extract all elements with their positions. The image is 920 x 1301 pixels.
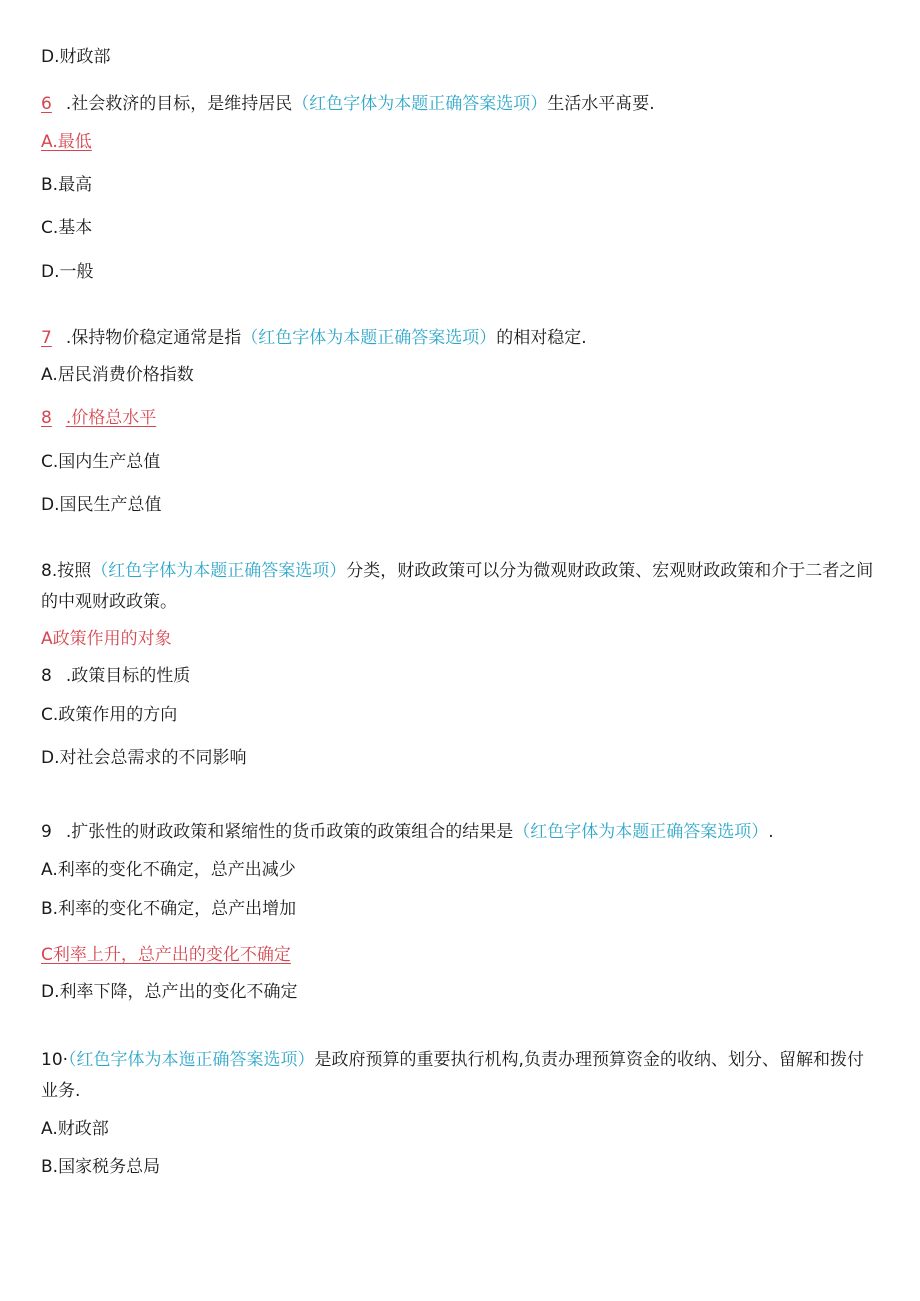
q6-number: 6 bbox=[41, 94, 52, 114]
q10-option-a: A.财政部 bbox=[41, 1119, 109, 1139]
q7-option-c: C.国内生产总值 bbox=[41, 452, 161, 472]
q8-stem bbox=[41, 556, 877, 618]
q8-option-b-number: 8 bbox=[41, 666, 52, 686]
q9-stem bbox=[41, 819, 774, 846]
q6-option-c: C.基本 bbox=[41, 218, 93, 238]
q8-option-b bbox=[41, 663, 190, 690]
q8-option-a-correct: A政策作用的对象 bbox=[41, 629, 172, 649]
q7-stem-before: .保持物价稳定通常是指 bbox=[65, 328, 242, 348]
q7-option-b-number: 8 bbox=[41, 408, 52, 428]
q9-answer-blank: （红色字体为本题正确答案选项） bbox=[513, 822, 769, 842]
q7-option-b-text: .价格总水平 bbox=[65, 408, 157, 428]
q7-stem bbox=[41, 325, 587, 352]
q9-stem-before: .扩张性的财政政策和紧缩性的货币政策的政策组合的结果是 bbox=[65, 822, 514, 842]
q9-option-b: B.利率的变化不确定，总产出增加 bbox=[41, 899, 297, 919]
q10-stem-before: 10· bbox=[41, 1050, 69, 1070]
q6-option-b: B.最高 bbox=[41, 175, 93, 195]
q5-option-d: D.财政部 bbox=[41, 47, 111, 67]
q7-option-a: A.居民消费价格指数 bbox=[41, 365, 194, 385]
q7-stem-after: 的相对稳定. bbox=[496, 328, 587, 348]
q8-option-d: D.对社会总需求的不同影响 bbox=[41, 748, 247, 768]
q6-option-d: D.一般 bbox=[41, 262, 94, 282]
q6-stem bbox=[41, 91, 655, 118]
q7-answer-blank: （红色字体为本题正确答案选项） bbox=[241, 328, 497, 348]
q8-answer-blank: （红色字体为本题正确答案选项） bbox=[91, 561, 347, 581]
q9-number: 9 bbox=[41, 822, 52, 842]
q6-stem-after: 生活水平髙要. bbox=[547, 94, 655, 114]
q6-stem-before: .社会救济的目标，是维持居民 bbox=[65, 94, 293, 114]
q9-stem-after: . bbox=[768, 822, 774, 842]
q8-option-b-text: .政策目标的性质 bbox=[65, 666, 191, 686]
q6-option-a-correct: A.最低 bbox=[41, 132, 92, 152]
q9-option-a: A.利率的变化不确定，总产出减少 bbox=[41, 860, 296, 880]
q9-option-c-correct: C利率上升，总产出的变化不确定 bbox=[41, 945, 291, 965]
q10-option-b: B.国家税务总局 bbox=[41, 1157, 161, 1177]
q8-stem-before: 8.按照 bbox=[41, 561, 92, 581]
q9-option-d: D.利率下降，总产出的变化不确定 bbox=[41, 982, 298, 1002]
q10-stem-after: 是政府预算的重要执行机构,负责办理预算资金的收纳、划分、留解和拨付业务. bbox=[41, 1050, 864, 1101]
q8-stem-after: 分类，财政政策可以分为微观财政政策、宏观财政政策和介于二者之间的中观财政政策。 bbox=[41, 561, 874, 612]
q8-option-c: C.政策作用的方向 bbox=[41, 705, 178, 725]
q10-answer-blank: （红色字体为本迤正确答案选项） bbox=[68, 1050, 315, 1070]
q6-answer-blank: （红色字体为本题正确答案选项） bbox=[292, 94, 548, 114]
q7-option-d: D.国民生产总值 bbox=[41, 495, 162, 515]
q7-option-b-correct bbox=[41, 405, 156, 432]
q7-number: 7 bbox=[41, 328, 52, 348]
q10-stem bbox=[41, 1045, 877, 1107]
